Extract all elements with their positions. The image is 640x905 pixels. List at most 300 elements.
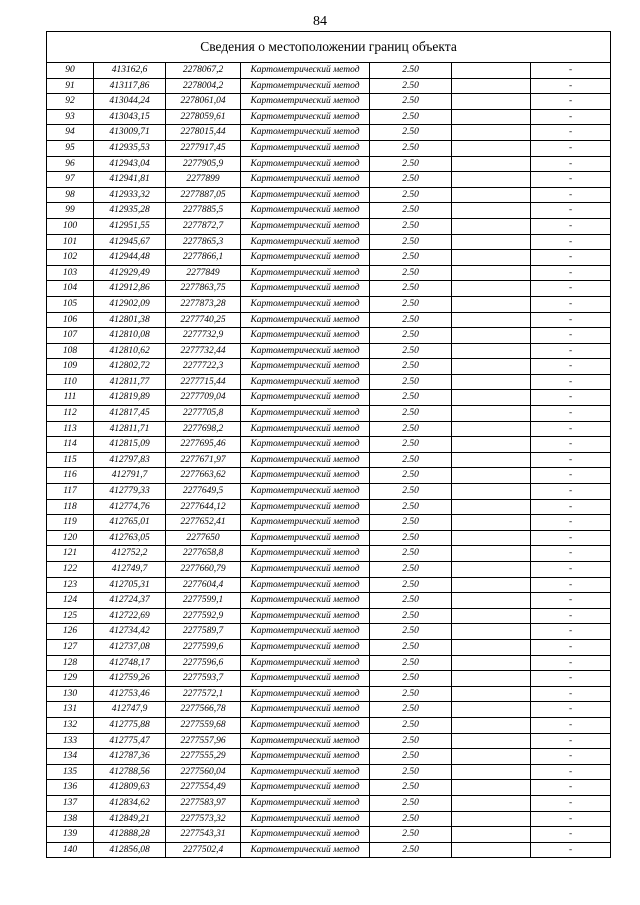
- description: -: [531, 717, 611, 733]
- point-number: 115: [47, 452, 94, 468]
- reserved-cell: [452, 702, 531, 718]
- table-row: [47, 234, 611, 250]
- coord-y: 2277698,2: [166, 421, 241, 437]
- reserved-cell: [452, 530, 531, 546]
- coord-x: 412929,49: [94, 265, 166, 281]
- coord-x: 412801,38: [94, 312, 166, 328]
- accuracy: 2.50: [370, 686, 452, 702]
- method: Картометрический метод: [241, 827, 370, 843]
- point-number: 138: [47, 811, 94, 827]
- point-number: 133: [47, 733, 94, 749]
- description: -: [531, 484, 611, 500]
- coord-y: 2277709,04: [166, 390, 241, 406]
- coord-y: 2277872,7: [166, 218, 241, 234]
- accuracy: 2.50: [370, 421, 452, 437]
- description: -: [531, 593, 611, 609]
- coord-x: 412749,7: [94, 562, 166, 578]
- method: Картометрический метод: [241, 624, 370, 640]
- reserved-cell: [452, 749, 531, 765]
- coord-y: 2277663,62: [166, 468, 241, 484]
- coord-x: 412748,17: [94, 655, 166, 671]
- accuracy: 2.50: [370, 546, 452, 562]
- point-number: 103: [47, 265, 94, 281]
- coord-x: 412747,9: [94, 702, 166, 718]
- accuracy: 2.50: [370, 702, 452, 718]
- point-number: 123: [47, 577, 94, 593]
- coord-y: 2278061,04: [166, 94, 241, 110]
- point-number: 130: [47, 686, 94, 702]
- reserved-cell: [452, 203, 531, 219]
- description: -: [531, 686, 611, 702]
- coord-x: 412791,7: [94, 468, 166, 484]
- coord-x: 413117,86: [94, 78, 166, 94]
- coord-x: 412765,01: [94, 515, 166, 531]
- reserved-cell: [452, 546, 531, 562]
- reserved-cell: [452, 125, 531, 141]
- method: Картометрический метод: [241, 702, 370, 718]
- reserved-cell: [452, 296, 531, 312]
- reserved-cell: [452, 686, 531, 702]
- table-row: [47, 359, 611, 375]
- reserved-cell: [452, 187, 531, 203]
- point-number: 125: [47, 608, 94, 624]
- coord-x: 412912,86: [94, 281, 166, 297]
- reserved-cell: [452, 827, 531, 843]
- reserved-cell: [452, 281, 531, 297]
- reserved-cell: [452, 140, 531, 156]
- method: Картометрический метод: [241, 764, 370, 780]
- table-row: [47, 343, 611, 359]
- method: Картометрический метод: [241, 265, 370, 281]
- table-row: [47, 764, 611, 780]
- accuracy: 2.50: [370, 608, 452, 624]
- table-row: [47, 218, 611, 234]
- point-number: 126: [47, 624, 94, 640]
- boundary-coordinates-table: [46, 31, 611, 858]
- method: Картометрический метод: [241, 780, 370, 796]
- reserved-cell: [452, 515, 531, 531]
- method: Картометрический метод: [241, 312, 370, 328]
- accuracy: 2.50: [370, 717, 452, 733]
- coord-y: 2277658,8: [166, 546, 241, 562]
- reserved-cell: [452, 390, 531, 406]
- table-row: [47, 421, 611, 437]
- reserved-cell: [452, 624, 531, 640]
- method: Картометрический метод: [241, 562, 370, 578]
- reserved-cell: [452, 562, 531, 578]
- accuracy: 2.50: [370, 281, 452, 297]
- reserved-cell: [452, 421, 531, 437]
- coord-x: 412797,83: [94, 452, 166, 468]
- point-number: 121: [47, 546, 94, 562]
- point-number: 124: [47, 593, 94, 609]
- accuracy: 2.50: [370, 749, 452, 765]
- coord-y: 2277572,1: [166, 686, 241, 702]
- coord-x: 412810,08: [94, 328, 166, 344]
- method: Картометрический метод: [241, 655, 370, 671]
- coord-y: 2277873,28: [166, 296, 241, 312]
- coord-y: 2277652,41: [166, 515, 241, 531]
- method: Картометрический метод: [241, 452, 370, 468]
- description: -: [531, 343, 611, 359]
- reserved-cell: [452, 156, 531, 172]
- coord-y: 2277740,25: [166, 312, 241, 328]
- reserved-cell: [452, 109, 531, 125]
- description: -: [531, 671, 611, 687]
- point-number: 129: [47, 671, 94, 687]
- method: Картометрический метод: [241, 795, 370, 811]
- reserved-cell: [452, 328, 531, 344]
- table-body: [47, 63, 611, 858]
- coord-x: 412849,21: [94, 811, 166, 827]
- description: -: [531, 733, 611, 749]
- reserved-cell: [452, 312, 531, 328]
- table-row: [47, 374, 611, 390]
- coord-y: 2277671,97: [166, 452, 241, 468]
- accuracy: 2.50: [370, 328, 452, 344]
- coord-x: 412802,72: [94, 359, 166, 375]
- accuracy: 2.50: [370, 639, 452, 655]
- description: -: [531, 390, 611, 406]
- accuracy: 2.50: [370, 218, 452, 234]
- coord-y: 2277865,3: [166, 234, 241, 250]
- description: -: [531, 63, 611, 79]
- method: Картометрический метод: [241, 140, 370, 156]
- method: Картометрический метод: [241, 250, 370, 266]
- table-row: [47, 63, 611, 79]
- reserved-cell: [452, 437, 531, 453]
- accuracy: 2.50: [370, 515, 452, 531]
- table-row: [47, 515, 611, 531]
- accuracy: 2.50: [370, 296, 452, 312]
- coord-y: 2277543,31: [166, 827, 241, 843]
- method: Картометрический метод: [241, 437, 370, 453]
- table-row: [47, 203, 611, 219]
- table-row: [47, 499, 611, 515]
- method: Картометрический метод: [241, 671, 370, 687]
- description: -: [531, 749, 611, 765]
- reserved-cell: [452, 218, 531, 234]
- coord-x: 412705,31: [94, 577, 166, 593]
- coord-x: 412935,53: [94, 140, 166, 156]
- coord-x: 412788,56: [94, 764, 166, 780]
- coord-y: 2277887,05: [166, 187, 241, 203]
- reserved-cell: [452, 250, 531, 266]
- accuracy: 2.50: [370, 655, 452, 671]
- table-row: [47, 639, 611, 655]
- coord-y: 2277722,3: [166, 359, 241, 375]
- table-row: [47, 842, 611, 858]
- table-row: [47, 172, 611, 188]
- coord-x: 412817,45: [94, 406, 166, 422]
- table-row: [47, 140, 611, 156]
- table-row: [47, 686, 611, 702]
- coord-y: 2277557,96: [166, 733, 241, 749]
- reserved-cell: [452, 577, 531, 593]
- point-number: 94: [47, 125, 94, 141]
- accuracy: 2.50: [370, 187, 452, 203]
- point-number: 127: [47, 639, 94, 655]
- accuracy: 2.50: [370, 842, 452, 858]
- table-row: [47, 281, 611, 297]
- point-number: 92: [47, 94, 94, 110]
- method: Картометрический метод: [241, 421, 370, 437]
- method: Картометрический метод: [241, 499, 370, 515]
- point-number: 135: [47, 764, 94, 780]
- reserved-cell: [452, 172, 531, 188]
- description: -: [531, 702, 611, 718]
- coord-y: 2277599,6: [166, 639, 241, 655]
- coord-y: 2277885,5: [166, 203, 241, 219]
- description: -: [531, 546, 611, 562]
- description: -: [531, 608, 611, 624]
- point-number: 91: [47, 78, 94, 94]
- method: Картометрический метод: [241, 717, 370, 733]
- coord-x: 413162,6: [94, 63, 166, 79]
- reserved-cell: [452, 671, 531, 687]
- coord-x: 412933,32: [94, 187, 166, 203]
- table-row: [47, 593, 611, 609]
- description: -: [531, 827, 611, 843]
- reserved-cell: [452, 359, 531, 375]
- table-row: [47, 655, 611, 671]
- coord-x: 413044,24: [94, 94, 166, 110]
- method: Картометрический метод: [241, 577, 370, 593]
- table-row: [47, 780, 611, 796]
- method: Картометрический метод: [241, 374, 370, 390]
- accuracy: 2.50: [370, 140, 452, 156]
- description: -: [531, 172, 611, 188]
- coord-x: 412774,76: [94, 499, 166, 515]
- method: Картометрический метод: [241, 686, 370, 702]
- description: -: [531, 562, 611, 578]
- coord-y: 2277917,45: [166, 140, 241, 156]
- table-row: [47, 187, 611, 203]
- coord-x: 412856,08: [94, 842, 166, 858]
- coord-y: 2277849: [166, 265, 241, 281]
- point-number: 108: [47, 343, 94, 359]
- coord-x: 412902,09: [94, 296, 166, 312]
- coord-y: 2277660,79: [166, 562, 241, 578]
- description: -: [531, 125, 611, 141]
- table-row: [47, 406, 611, 422]
- point-number: 104: [47, 281, 94, 297]
- accuracy: 2.50: [370, 374, 452, 390]
- point-number: 106: [47, 312, 94, 328]
- accuracy: 2.50: [370, 156, 452, 172]
- reserved-cell: [452, 733, 531, 749]
- method: Картометрический метод: [241, 546, 370, 562]
- accuracy: 2.50: [370, 733, 452, 749]
- method: Картометрический метод: [241, 156, 370, 172]
- coord-x: 412941,81: [94, 172, 166, 188]
- boundary-sheet: [46, 31, 610, 858]
- description: -: [531, 359, 611, 375]
- point-number: 96: [47, 156, 94, 172]
- point-number: 107: [47, 328, 94, 344]
- accuracy: 2.50: [370, 780, 452, 796]
- coord-y: 2277592,9: [166, 608, 241, 624]
- description: -: [531, 468, 611, 484]
- point-number: 140: [47, 842, 94, 858]
- table-row: [47, 562, 611, 578]
- coord-y: 2277715,44: [166, 374, 241, 390]
- method: Картометрический метод: [241, 172, 370, 188]
- description: -: [531, 281, 611, 297]
- point-number: 101: [47, 234, 94, 250]
- table-row: [47, 437, 611, 453]
- description: -: [531, 811, 611, 827]
- coord-y: 2278004,2: [166, 78, 241, 94]
- description: -: [531, 109, 611, 125]
- coord-x: 412945,67: [94, 234, 166, 250]
- accuracy: 2.50: [370, 125, 452, 141]
- coord-x: 412737,08: [94, 639, 166, 655]
- point-number: 134: [47, 749, 94, 765]
- method: Картометрический метод: [241, 593, 370, 609]
- description: -: [531, 156, 611, 172]
- coord-x: 412775,47: [94, 733, 166, 749]
- method: Картометрический метод: [241, 468, 370, 484]
- coord-x: 412759,26: [94, 671, 166, 687]
- method: Картометрический метод: [241, 484, 370, 500]
- coord-x: 412787,36: [94, 749, 166, 765]
- method: Картометрический метод: [241, 94, 370, 110]
- reserved-cell: [452, 764, 531, 780]
- table-title-row: [47, 32, 611, 63]
- coord-x: 412775,88: [94, 717, 166, 733]
- reserved-cell: [452, 374, 531, 390]
- coord-x: 413043,15: [94, 109, 166, 125]
- reserved-cell: [452, 484, 531, 500]
- description: -: [531, 296, 611, 312]
- reserved-cell: [452, 94, 531, 110]
- coord-x: 412811,71: [94, 421, 166, 437]
- coord-x: 413009,71: [94, 125, 166, 141]
- reserved-cell: [452, 234, 531, 250]
- table-row: [47, 717, 611, 733]
- table-row: [47, 702, 611, 718]
- coord-x: 412810,62: [94, 343, 166, 359]
- method: Картометрический метод: [241, 842, 370, 858]
- point-number: 90: [47, 63, 94, 79]
- method: Картометрический метод: [241, 234, 370, 250]
- accuracy: 2.50: [370, 795, 452, 811]
- description: -: [531, 140, 611, 156]
- coord-x: 412811,77: [94, 374, 166, 390]
- accuracy: 2.50: [370, 265, 452, 281]
- accuracy: 2.50: [370, 827, 452, 843]
- method: Картометрический метод: [241, 733, 370, 749]
- reserved-cell: [452, 468, 531, 484]
- coord-x: 412724,37: [94, 593, 166, 609]
- method: Картометрический метод: [241, 515, 370, 531]
- description: -: [531, 250, 611, 266]
- reserved-cell: [452, 406, 531, 422]
- reserved-cell: [452, 63, 531, 79]
- description: -: [531, 530, 611, 546]
- accuracy: 2.50: [370, 94, 452, 110]
- table-row: [47, 250, 611, 266]
- coord-y: 2277866,1: [166, 250, 241, 266]
- accuracy: 2.50: [370, 312, 452, 328]
- accuracy: 2.50: [370, 172, 452, 188]
- coord-y: 2277583,97: [166, 795, 241, 811]
- point-number: 119: [47, 515, 94, 531]
- method: Картометрический метод: [241, 749, 370, 765]
- accuracy: 2.50: [370, 484, 452, 500]
- reserved-cell: [452, 811, 531, 827]
- coord-x: 412944,48: [94, 250, 166, 266]
- coord-x: 412951,55: [94, 218, 166, 234]
- description: -: [531, 764, 611, 780]
- accuracy: 2.50: [370, 109, 452, 125]
- accuracy: 2.50: [370, 78, 452, 94]
- method: Картометрический метод: [241, 811, 370, 827]
- point-number: 97: [47, 172, 94, 188]
- coord-x: 412722,69: [94, 608, 166, 624]
- method: Картометрический метод: [241, 530, 370, 546]
- method: Картометрический метод: [241, 78, 370, 94]
- reserved-cell: [452, 452, 531, 468]
- point-number: 116: [47, 468, 94, 484]
- method: Картометрический метод: [241, 187, 370, 203]
- table-row: [47, 749, 611, 765]
- method: Картометрический метод: [241, 608, 370, 624]
- accuracy: 2.50: [370, 390, 452, 406]
- method: Картометрический метод: [241, 203, 370, 219]
- reserved-cell: [452, 655, 531, 671]
- description: -: [531, 577, 611, 593]
- table-row: [47, 452, 611, 468]
- coord-y: 2277899: [166, 172, 241, 188]
- description: -: [531, 795, 611, 811]
- coord-x: 412809,63: [94, 780, 166, 796]
- table-row: [47, 390, 611, 406]
- table-row: [47, 328, 611, 344]
- description: -: [531, 265, 611, 281]
- description: -: [531, 515, 611, 531]
- accuracy: 2.50: [370, 530, 452, 546]
- description: -: [531, 499, 611, 515]
- reserved-cell: [452, 639, 531, 655]
- description: -: [531, 780, 611, 796]
- coord-x: 412779,33: [94, 484, 166, 500]
- coord-x: 412819,89: [94, 390, 166, 406]
- coord-y: 2277650: [166, 530, 241, 546]
- coord-y: 2277589,7: [166, 624, 241, 640]
- coord-y: 2277644,12: [166, 499, 241, 515]
- coord-x: 412734,42: [94, 624, 166, 640]
- method: Картометрический метод: [241, 343, 370, 359]
- accuracy: 2.50: [370, 437, 452, 453]
- coord-x: 412943,04: [94, 156, 166, 172]
- point-number: 99: [47, 203, 94, 219]
- reserved-cell: [452, 795, 531, 811]
- description: -: [531, 624, 611, 640]
- table-title: Сведения о местоположении границ объекта: [47, 32, 611, 63]
- reserved-cell: [452, 265, 531, 281]
- point-number: 110: [47, 374, 94, 390]
- method: Картометрический метод: [241, 63, 370, 79]
- coord-x: 412935,28: [94, 203, 166, 219]
- coord-y: 2277566,78: [166, 702, 241, 718]
- description: -: [531, 406, 611, 422]
- description: -: [531, 328, 611, 344]
- accuracy: 2.50: [370, 406, 452, 422]
- point-number: 117: [47, 484, 94, 500]
- coord-y: 2277604,4: [166, 577, 241, 593]
